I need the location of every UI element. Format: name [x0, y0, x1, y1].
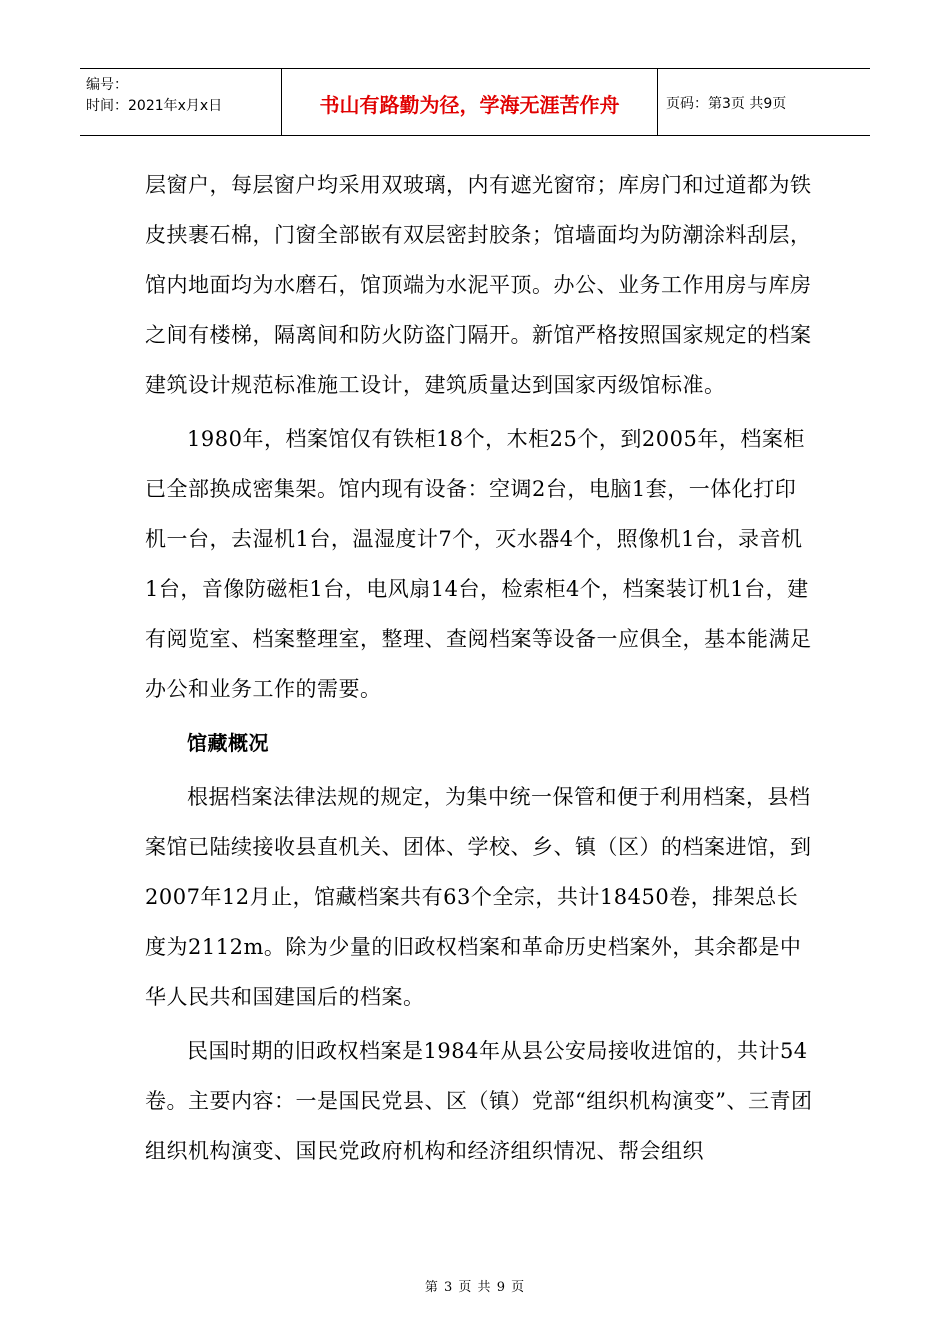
body-paragraph: 根据档案法律法规的规定，为集中统一保管和便于利用档案，县档案馆已陆续接收县直机关、团体、学校、乡、镇（区）的档案进馆，到2007年12月止，馆藏档案共有63个全宗，共计18450卷，排架总长度为2112m。除为少量的旧政权档案和革命历史档案外，其余都是中华人民共和国建国后的档案。 [145, 785, 812, 1009]
header-meta [80, 69, 282, 135]
section-heading: 馆藏概况 [187, 731, 269, 755]
body-paragraph: 民国时期的旧政权档案是1984年从县公安局接收进馆的，共计54卷。主要内容：一是国民党县、区（镇）党部“组织机构演变”、三青团组织机构演变、国民党政府机构和经济组织情况、帮会组织 [145, 1039, 813, 1163]
body-paragraph: 层窗户，每层窗户均采用双玻璃，内有遮光窗帘；库房门和过道都为铁皮挟裹石棉，门窗全部嵌有双层密封胶条；馆墙面均为防潮涂料刮层，馆内地面均为水磨石，馆顶端为水泥平顶。办公、业务工作用房与库房之间有楼梯，隔离间和防火防盗门隔开。新馆严格按照国家规定的档案建筑设计规范标准施工设计，建筑质量达到国家丙级馆标准。 [145, 173, 812, 397]
document-date-label: 时间：2021年x月x日 [86, 98, 223, 114]
document-body [145, 160, 813, 1176]
document-number-label: 编号： [86, 77, 128, 93]
page-header [80, 68, 870, 136]
page-footer: 第 3 页 共 9 页 [424, 1280, 526, 1295]
body-paragraph: 1980年，档案馆仅有铁柜18个，木柜25个，到2005年，档案柜已全部换成密集架。馆内现有设备：空调2台，电脑1套，一体化打印机一台，去湿机1台，温湿度计7个，灭水器4个，照像机1台，录音机1台，音像防磁柜1台，电风扇14台，检索柜4个，档案装订机1台，建有阅览室、档案整理室，整理、查阅档案等设备一应俱全，基本能满足办公和业务工作的需要。 [145, 427, 812, 701]
header-page-info: 页码：第3页 共9页 [666, 96, 787, 112]
header-motto: 书山有路勤为径，学海无涯苦作舟 [282, 69, 658, 135]
